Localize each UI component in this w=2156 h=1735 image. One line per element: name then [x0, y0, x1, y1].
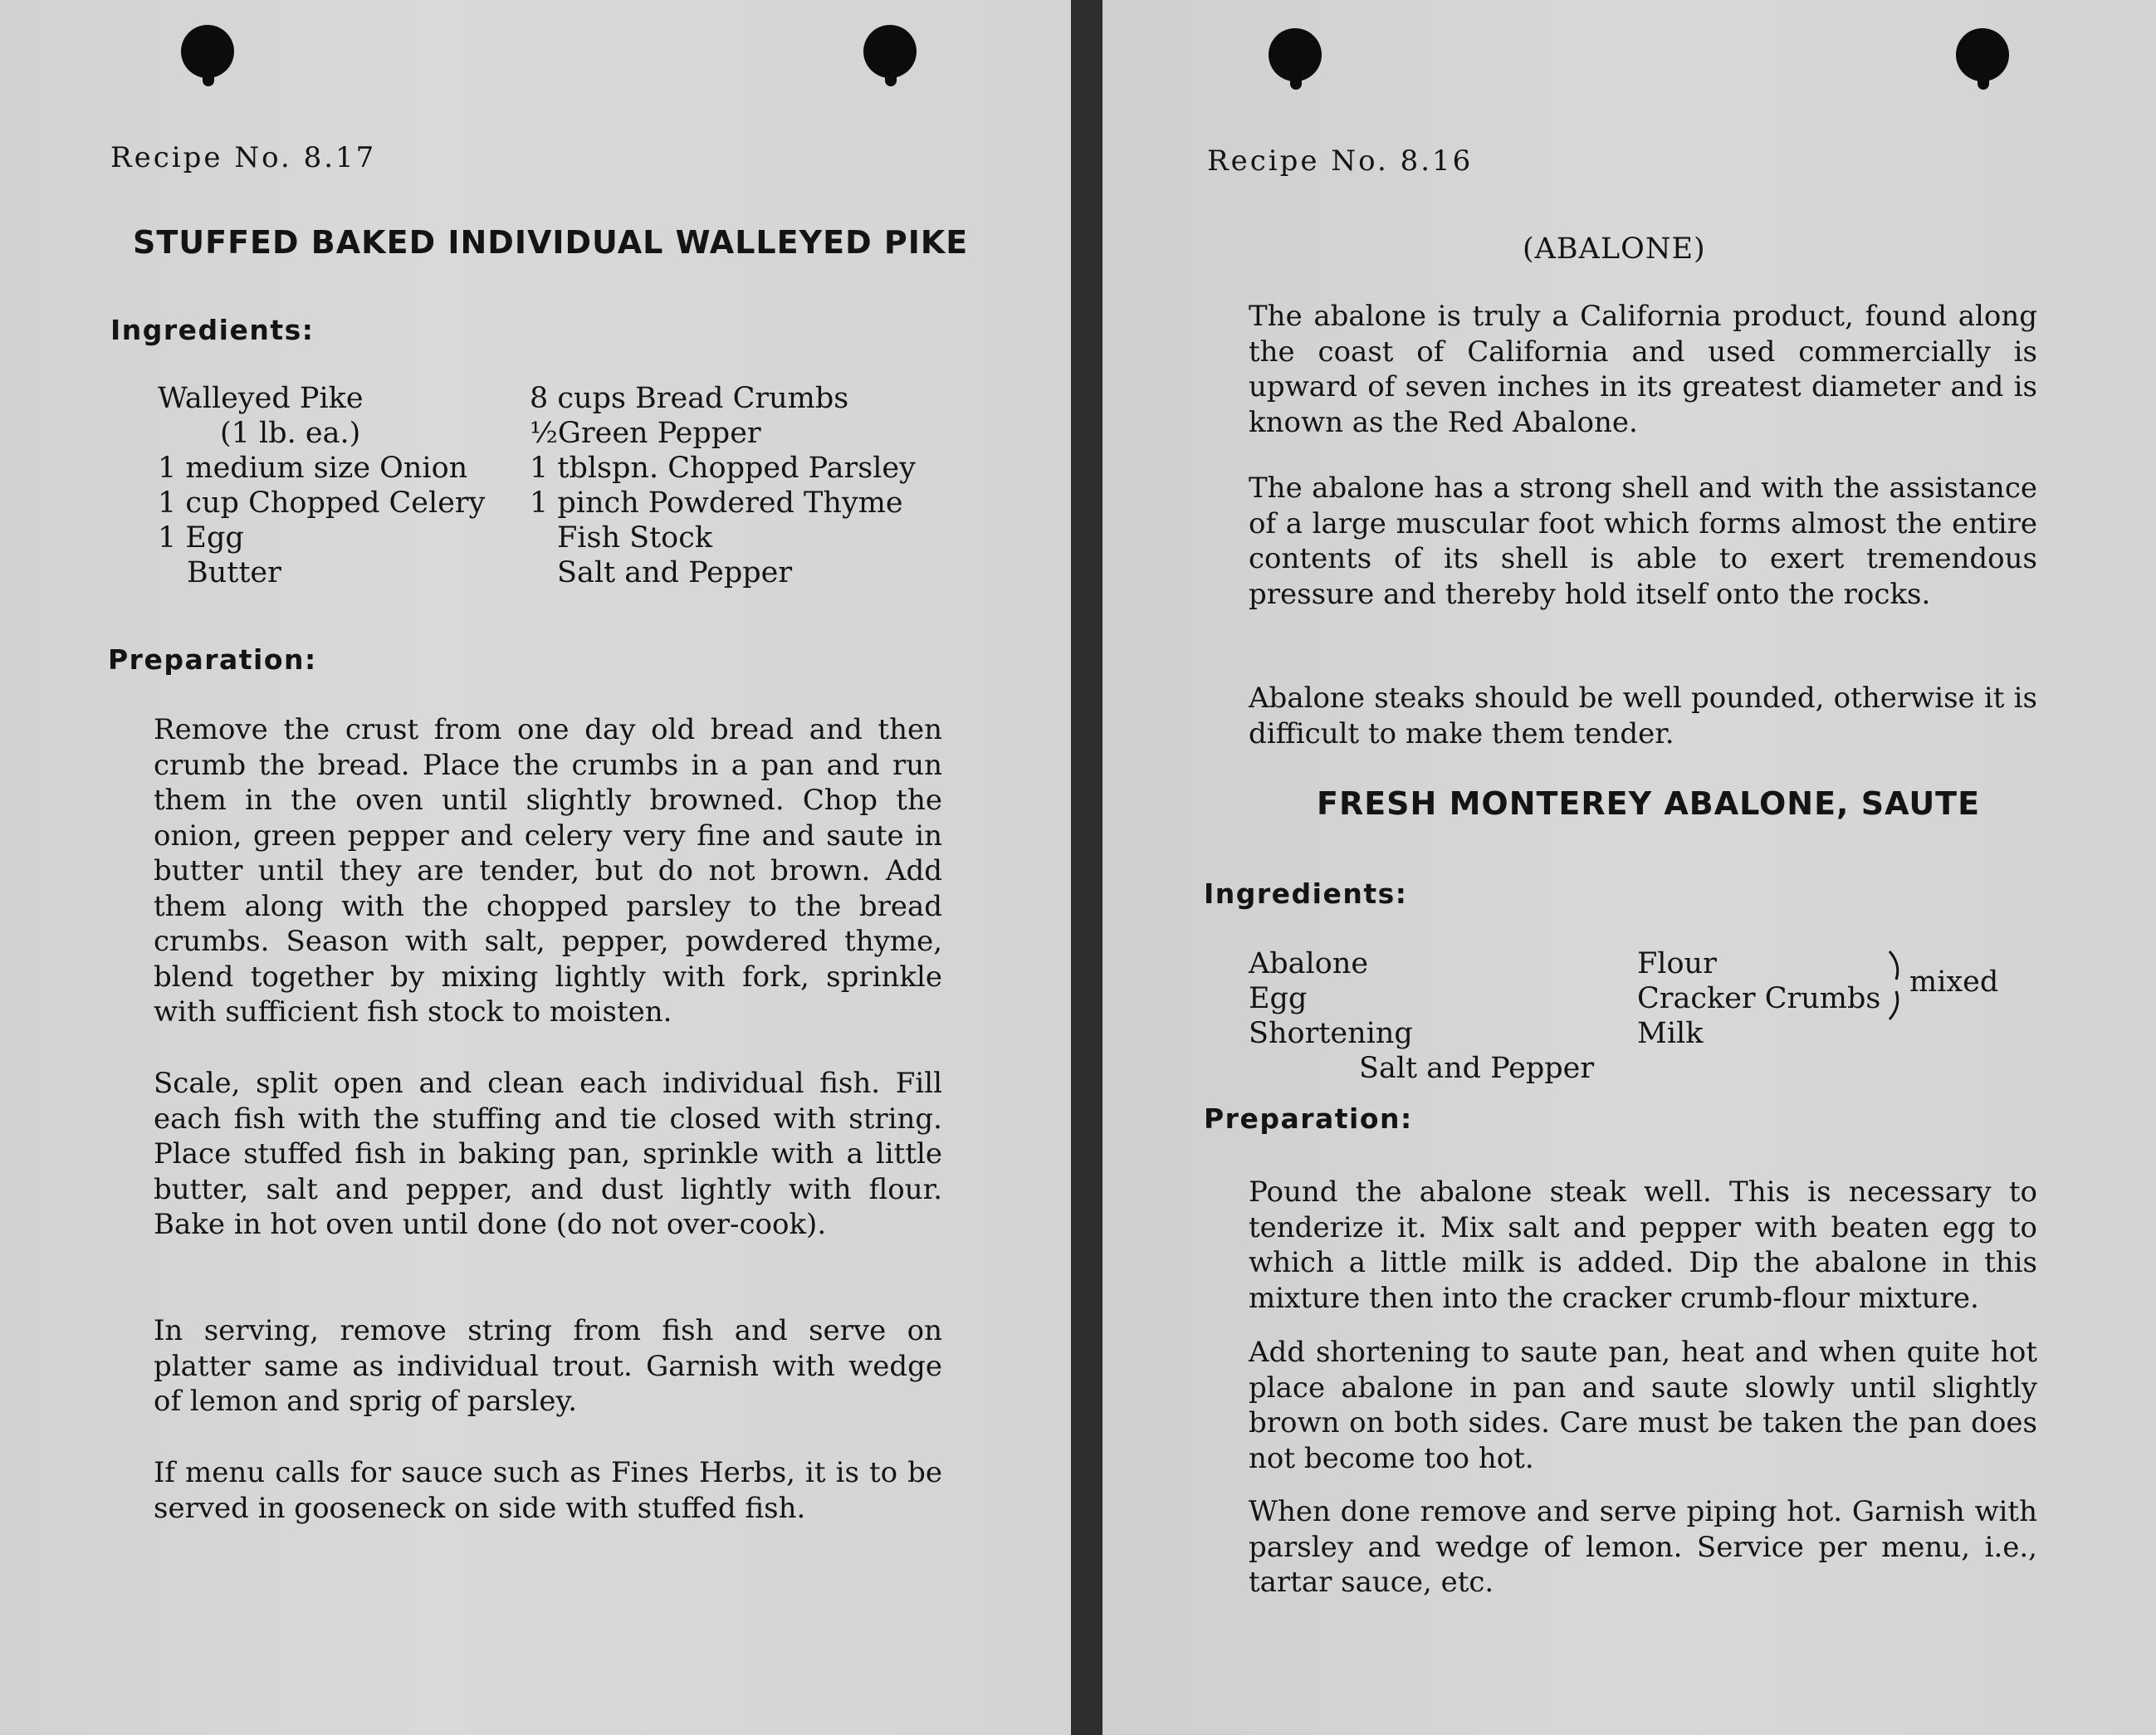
preparation-heading: Preparation:: [108, 643, 317, 676]
ingredient-item: Abalone: [1249, 947, 1369, 980]
ingredient-item: 1 tblspn. Chopped Parsley: [530, 452, 916, 485]
preparation-paragraph: When done remove and serve piping hot. Garnish with parsley and wedge of lemon. Service per menu, i.e., tartar sauce, etc.: [1249, 1495, 2037, 1599]
ingredient-item: Fish Stock: [557, 521, 713, 555]
ingredient-item: (1 lb. ea.): [220, 417, 361, 450]
ingredient-item: ½Green Pepper: [530, 417, 761, 450]
ingredient-item: 1 Egg: [158, 521, 244, 555]
preparation-paragraph: Add shortening to saute pan, heat and when quite hot place abalone in pan and saute slowly until slightly brown on both sides. Care must be taken the pan does not become too hot.: [1249, 1336, 2037, 1475]
ingredients-column-1: [1249, 946, 1594, 1086]
ingredient-item: 1 medium size Onion: [158, 452, 468, 485]
punch-hole: [1956, 28, 2009, 81]
recipe-title: STUFFED BAKED INDIVIDUAL WALLEYED PIKE: [133, 224, 969, 261]
ingredient-item: 1 cup Chopped Celery: [158, 486, 486, 520]
ingredient-item: Salt and Pepper: [1359, 1052, 1595, 1085]
intro-paragraph: The abalone has a strong shell and with the assistance of a large muscular foot which forms almost the entire contents of its shell is able to exert tremendous pressure and thereby hold itself onto the rocks.: [1249, 472, 2037, 611]
ingredients-column-1: [158, 381, 485, 590]
recipe-card-left: [0, 0, 1071, 1735]
ingredients-column-2: [1637, 946, 1880, 1051]
ingredient-item: Salt and Pepper: [557, 556, 793, 589]
ingredient-item: 8 cups Bread Crumbs: [530, 382, 849, 415]
preparation-paragraph: Pound the abalone steak well. This is necessary to tenderize it. Mix salt and pepper with beaten egg to which a little milk is added. Dip the abalone in this mixture then into the cracker crumb-flour mixture.: [1249, 1175, 2037, 1315]
intro-paragraph: The abalone is truly a California product, found along the coast of California and used commercially is upward of seven inches in its greatest diameter and is known as the Red Abalone.: [1249, 300, 2037, 439]
ingredient-item: Flour: [1637, 947, 1717, 980]
recipe-card-right: [1102, 0, 2156, 1735]
ingredient-item: Cracker Crumbs: [1637, 982, 1881, 1015]
preparation-heading: Preparation:: [1204, 1102, 1413, 1135]
recipe-number: Recipe No. 8.16: [1207, 144, 1474, 178]
recipe-title: FRESH MONTEREY ABALONE, SAUTE: [1317, 785, 1981, 822]
recipe-number: Recipe No. 8.17: [110, 141, 377, 174]
punch-hole: [863, 25, 917, 78]
ingredient-item: Butter: [187, 556, 281, 589]
ingredient-item: Walleyed Pike: [158, 382, 364, 415]
ingredient-item: Milk: [1637, 1017, 1704, 1050]
preparation-paragraph: In serving, remove string from fish and serve on platter same as individual trout. Garnish with wedge of lemon and sprig of parsley.: [154, 1314, 942, 1418]
recipe-subtitle: (ABALONE): [1523, 232, 1706, 266]
ingredients-heading: Ingredients:: [1204, 877, 1408, 910]
bracket-mark: [1886, 948, 1904, 1023]
punch-hole: [1269, 28, 1322, 81]
preparation-paragraph: Scale, split open and clean each individual fish. Fill each fish with the stuffing and tie closed with string. Place stuffed fish in baking pan, sprinkle with a little butter, salt and pepper, and dust lightly with flour. Bake in hot oven until done (do not over-cook).: [154, 1067, 942, 1241]
ingredients-column-2: [530, 381, 916, 590]
punch-hole: [181, 25, 234, 78]
intro-paragraph: Abalone steaks should be well pounded, otherwise it is difficult to make them tender.: [1249, 682, 2037, 750]
ingredient-item: Egg: [1249, 982, 1308, 1015]
card-separator: [1071, 0, 1102, 1735]
ingredient-item: 1 pinch Powdered Thyme: [530, 486, 903, 520]
preparation-paragraph: If menu calls for sauce such as Fines Herbs, it is to be served in gooseneck on side with stuffed fish.: [154, 1456, 942, 1525]
ingredients-heading: Ingredients:: [110, 314, 315, 346]
preparation-paragraph: Remove the crust from one day old bread and then crumb the bread. Place the crumbs in a pan and run them in the oven until slightly browned. Chop the onion, green pepper and celery very fine and saute in butter until they are tender, but do not brown. Add them along with the chopped parsley to the bread crumbs. Season with salt, pepper, powdered thyme, blend together by mixing lightly with fork, sprinkle with sufficient fish stock to moisten.: [154, 713, 942, 1029]
mixed-note: mixed: [1909, 965, 1999, 999]
ingredient-item: Shortening: [1249, 1017, 1413, 1050]
